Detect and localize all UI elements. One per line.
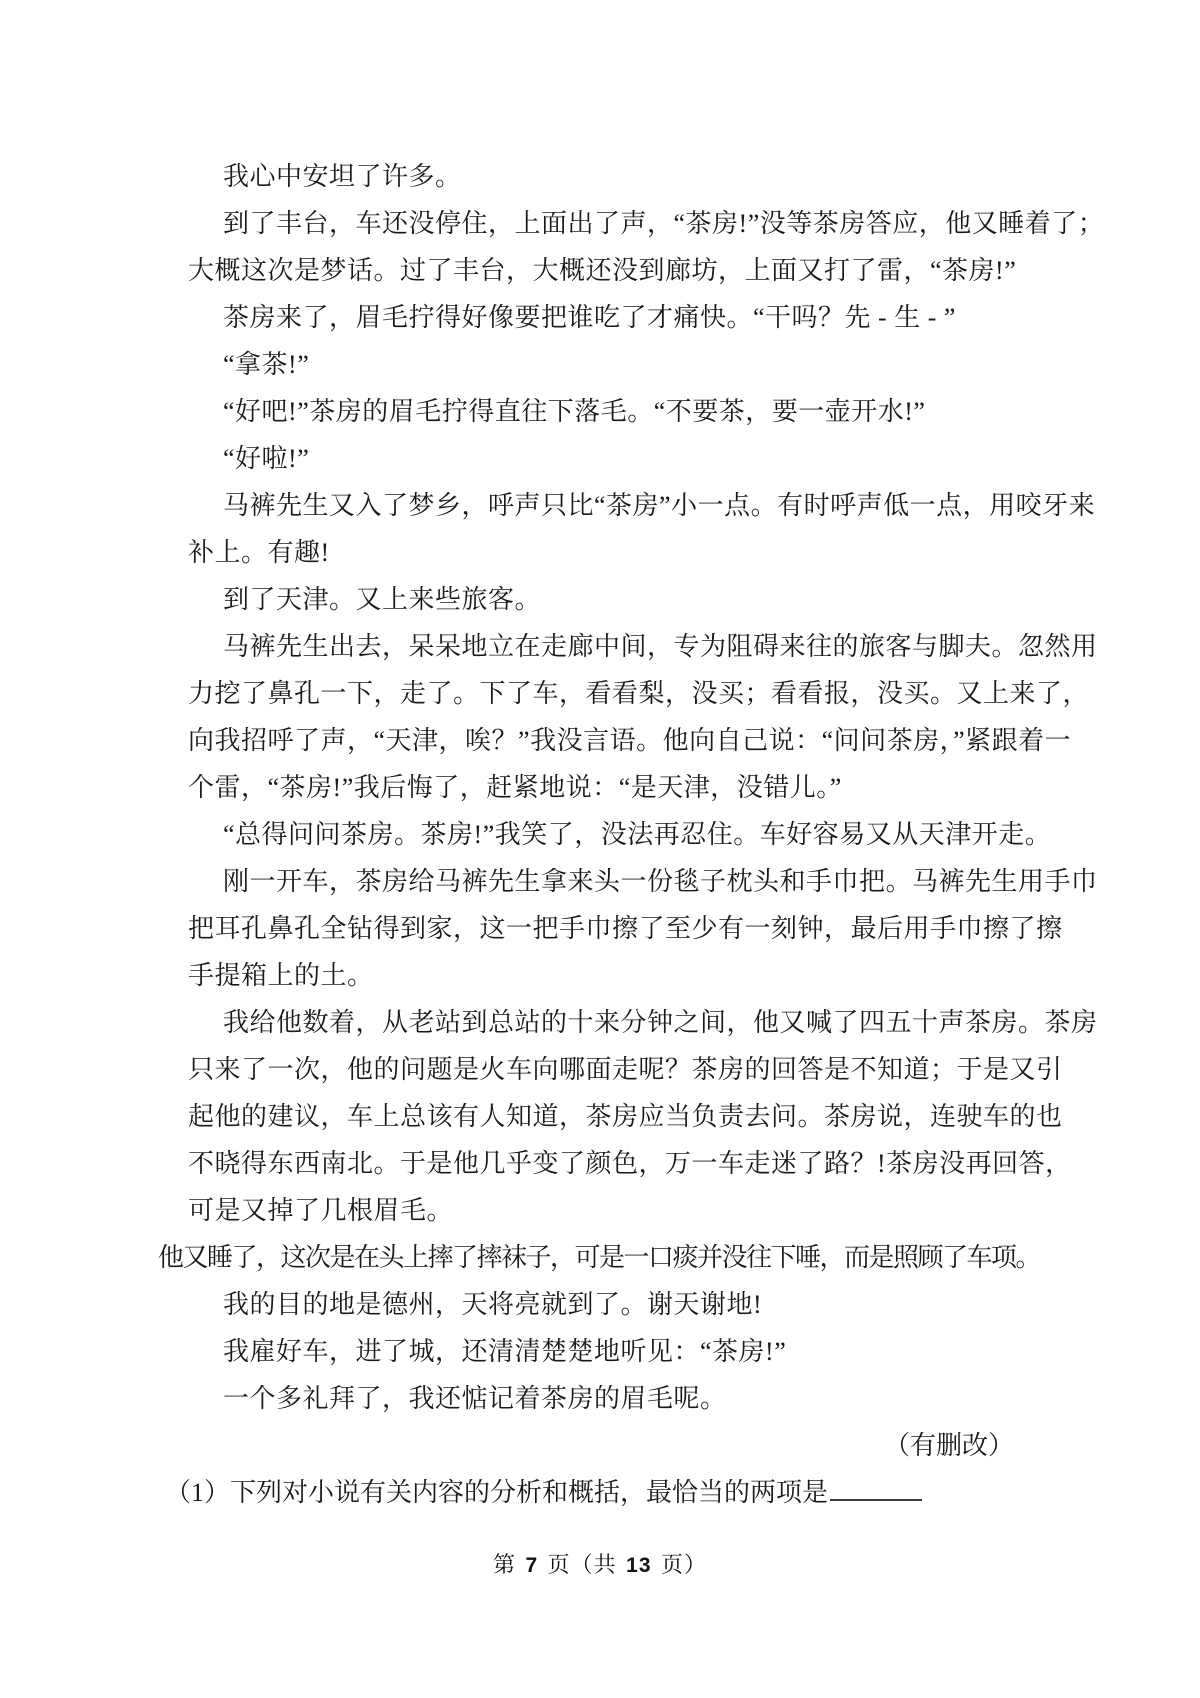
passage-line: 到了丰台，车还没停住，上面出了声，“茶房!”没等茶房答应，他又睡着了； xyxy=(223,209,1105,238)
passage xyxy=(158,153,1105,1516)
question-line xyxy=(165,1469,1042,1516)
passage-line: 力挖了鼻孔一下，走了。下了车，看看梨，没买；看看报，没买。又上来了， xyxy=(188,679,1090,708)
footer-label-mid: 页（共 xyxy=(547,1552,617,1577)
passage-line: “拿茶!” xyxy=(223,350,310,379)
footer-total-pages: 13 xyxy=(626,1554,652,1577)
passage-line: 他又睡了，这次是在头上摔了摔袜子，可是一口痰并没往下唾，而是照顾了车项。 xyxy=(158,1243,1041,1272)
passage-line: “总得问问茶房。茶房!”我笑了，没法再忍住。车好容易又从天津开走。 xyxy=(223,820,1052,849)
passage-line: 到了天津。又上来些旅客。 xyxy=(223,585,542,614)
passage-line: 一个多礼拜了，我还惦记着茶房的眉毛呢。 xyxy=(223,1384,727,1413)
passage-lines xyxy=(158,153,1105,1422)
passage-line: 不晓得东西南北。于是他几乎变了颜色，万一车走迷了路？!茶房没再回答， xyxy=(188,1149,1072,1178)
passage-line: 马裤先生又入了梦乡，呼声只比“茶房”小一点。有时呼声低一点，用咬牙来 xyxy=(223,491,1096,520)
passage-line: 把耳孔鼻孔全钻得到家，这一把手巾擦了至少有一刻钟，最后用手巾擦了擦 xyxy=(188,914,1063,943)
attribution-note: （有删改） xyxy=(883,1431,1014,1460)
passage-line: 个雷，“茶房!”我后悔了，赶紧地说：“是天津，没错儿。” xyxy=(188,773,842,802)
answer-blank-underline xyxy=(830,1475,922,1501)
passage-line: 茶房来了，眉毛拧得好像要把谁吃了才痛快。“干吗？先 - 生 - ” xyxy=(223,303,956,332)
passage-line: 我心中安坦了许多。 xyxy=(223,162,462,191)
passage-line: 补上。有趣! xyxy=(188,538,330,567)
footer-label-left: 第 xyxy=(492,1552,516,1577)
passage-line: 大概这次是梦话。过了丰台，大概还没到廊坊，上面又打了雷，“茶房!” xyxy=(188,256,1017,285)
passage-line: 马裤先生出去，呆呆地立在走廊中间，专为阻碍来往的旅客与脚夫。忽然用 xyxy=(223,632,1098,661)
passage-line: 我给他数着，从老站到总站的十来分钟之间，他又喊了四五十声茶房。茶房 xyxy=(223,1008,1098,1037)
passage-line: 起他的建议，车上总该有人知道，茶房应当负责去问。茶房说，连驶车的也 xyxy=(188,1102,1063,1131)
passage-line: 手提箱上的土。 xyxy=(188,961,374,990)
passage-line: 向我招呼了声，“天津，唉？”我没言语。他向自己说：“问问茶房，”紧跟着一 xyxy=(188,726,1072,755)
passage-line: “好啦!” xyxy=(223,444,310,473)
footer-label-right: 页） xyxy=(661,1552,708,1577)
passage-line: 可是又掉了几根眉毛。 xyxy=(188,1196,454,1225)
passage-line: 只来了一次，他的问题是火车向哪面走呢？茶房的回答是不知道；于是又引 xyxy=(188,1055,1063,1084)
page-footer xyxy=(0,1548,1200,1579)
footer-page-number: 7 xyxy=(525,1554,539,1577)
passage-line: 我的目的地是德州，天将亮就到了。谢天谢地! xyxy=(223,1290,763,1319)
question-text: （1）下列对小说有关内容的分析和概括，最恰当的两项是 xyxy=(165,1478,829,1507)
passage-line: 刚一开车，茶房给马裤先生拿来头一份毯子枕头和手巾把。马裤先生用手巾 xyxy=(223,867,1098,896)
passage-line: 我雇好车，进了城，还清清楚楚地听见：“茶房!” xyxy=(223,1337,787,1366)
passage-line: “好吧!”茶房的眉毛拧得直往下落毛。“不要茶，要一壶开水!” xyxy=(223,397,926,426)
